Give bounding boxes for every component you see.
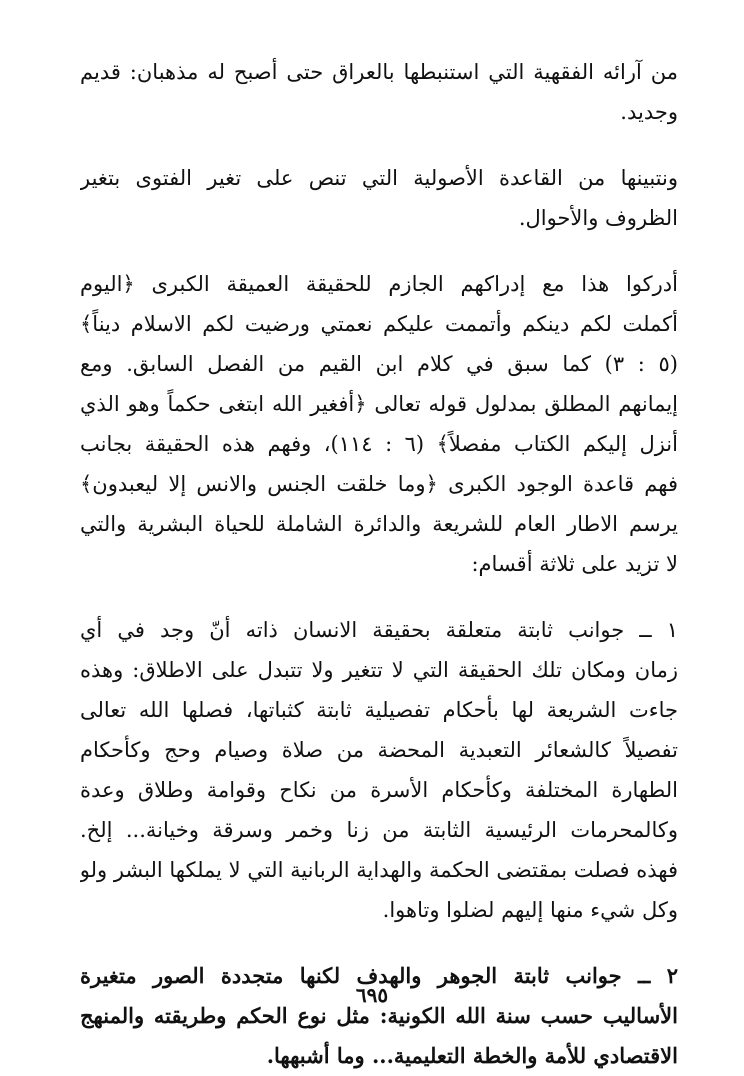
paragraph-3 [80,264,678,584]
paragraph-5 [80,956,678,1076]
text-line: الأساليب حسب سنة الله الكونية: مثل نوع الحكم وطريقته والمنهج [80,1003,678,1028]
text-line: أدركوا هذا مع إدراكهم الجازم للحقيقة العميقة الكبرى ﴿اليوم [80,272,678,296]
text-line: ونتبينها من القاعدة الأصولية التي تنص على تغير الفتوى بتغير [80,166,678,190]
text-line: جاءت الشريعة لها بأحكام تفصيلية ثابتة كثباتها، فصلها الله تعالى [80,698,678,722]
text-line: ١ ــ جوانب ثابتة متعلقة بحقيقة الانسان ذاته أنّ وجد في أي [80,618,678,642]
text-line: وجديد. [620,100,678,124]
text-line: الظروف والأحوال. [518,206,678,230]
text-line: وكالمحرمات الرئيسية الثابتة من زنا وخمر وسرقة وخيانة... إلخ. [80,818,678,842]
text-line: أكملت لكم دينكم وأتممت عليكم نعمتي ورضيت لكم الاسلام ديناً﴾ [80,312,678,336]
text-line: زمان ومكان تلك الحقيقة التي لا تتغير ولا تتبدل على الاطلاق: وهذه [80,658,678,682]
text-line: وكل شيء منها إليهم لضلوا وتاهوا. [382,898,678,922]
paragraph-4 [80,610,678,930]
text-line: فهم قاعدة الوجود الكبرى ﴿وما خلقت الجنس والانس إلا ليعبدون﴾ [80,472,678,496]
text-line: (٥ : ٣) كما سبق في كلام ابن القيم من الفصل السابق. ومع [80,352,678,376]
text-line: من آرائه الفقهية التي استنبطها بالعراق حتى أصبح له مذهبان: قديم [80,60,678,84]
text-line: أنزل إليكم الكتاب مفصلاً﴾ (٦ : ١١٤)، وفهم هذه الحقيقة بجانب [80,432,678,456]
text-line: تفصيلاً كالشعائر التعبدية المحضة من صلاة وصيام وحج وكأحكام [80,738,678,762]
text-line: إيمانهم المطلق بمدلول قوله تعالى ﴿أفغير الله ابتغى حكماً وهو الذي [80,392,678,416]
text-line: ٢ ــ جوانب ثابتة الجوهر والهدف لكنها متجددة الصور متغيرة [80,963,678,988]
text-line: لا تزيد على ثلاثة أقسام: [471,552,678,576]
text-line: الطهارة المختلفة وكأحكام الأسرة من نكاح وقوامة وطلاق وعدة [80,778,678,802]
text-line: يرسم الاطار العام للشريعة والدائرة الشاملة للحياة البشرية والتي [80,512,678,536]
text-line: فهذه فصلت بمقتضى الحكمة والهداية الربانية التي لا يملكها البشر ولو [80,858,678,882]
paragraph-1 [80,52,678,132]
page-number: ٦٩٥ [355,983,389,1007]
paragraph-2 [80,158,678,238]
text-line: الاقتصادي للأمة والخطة التعليمية... وما أشبهها. [266,1043,678,1068]
